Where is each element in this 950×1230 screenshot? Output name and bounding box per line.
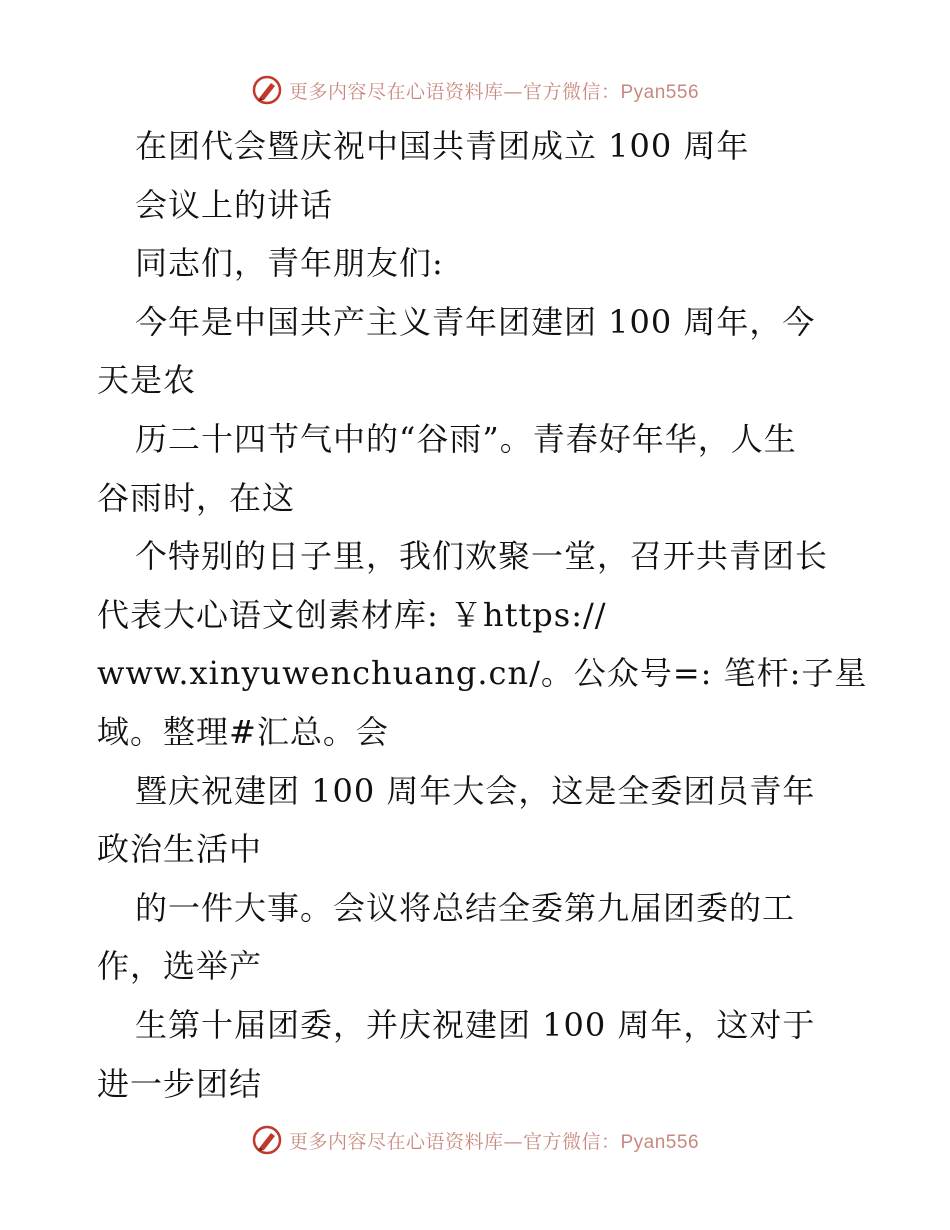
banner-title: 更多内容尽在心语资料库 [288, 80, 504, 103]
paragraph-line: 个特别的日子里，我们欢聚一堂，召开共青团长 [135, 537, 829, 576]
paragraph-line: 天是农 [97, 361, 197, 400]
banner-wechat-label: 官方微信： [522, 1130, 621, 1153]
paragraph-line: 代表大心语文创素材库: ￥https:// [97, 595, 607, 634]
banner-wechat-id: Pyan556 [620, 81, 700, 103]
paragraph-line: 进一步团结 [97, 1064, 263, 1103]
paragraph-line: 历二十四节气中的“谷雨”。青春好年华，人生 [135, 419, 797, 458]
footer-banner [0, 1120, 950, 1160]
banner-title: 更多内容尽在心语资料库 [288, 1130, 504, 1153]
title-line-2: 会议上的讲话 [135, 185, 334, 224]
paragraph-line: 暨庆祝建团 100 周年大会，这是全委团员青年 [135, 771, 816, 810]
paragraph-line: 生第十届团委，并庆祝建团 100 周年，这对于 [135, 1005, 816, 1044]
pen-logo-icon [251, 1124, 283, 1156]
paragraph-line: 谷雨时，在这 [97, 478, 296, 517]
paragraph-line: 的一件大事。会议将总结全委第九届团委的工 [135, 888, 796, 927]
pen-logo-icon [251, 74, 283, 106]
header-banner [0, 70, 950, 110]
title-line-1: 在团代会暨庆祝中国共青团成立 100 周年 [135, 127, 750, 165]
paragraph-line: www.xinyuwenchuang.cn/。公众号=: 笔杆:子星 [97, 654, 868, 693]
document-body [97, 117, 868, 1113]
paragraph-line: 作，选举产 [97, 947, 263, 986]
paragraph-line: 政治生活中 [97, 830, 263, 869]
paragraph-line: 今年是中国共产主义青年团建团 100 周年，今 [135, 302, 816, 341]
banner-wechat-label: 官方微信： [522, 80, 621, 103]
banner-separator: — [503, 80, 523, 103]
banner-separator: — [503, 1130, 523, 1153]
paragraph-line: 域。整理#汇总。会 [97, 712, 389, 751]
banner-wechat-id: Pyan556 [620, 1131, 700, 1153]
salutation: 同志们，青年朋友们: [135, 244, 444, 283]
